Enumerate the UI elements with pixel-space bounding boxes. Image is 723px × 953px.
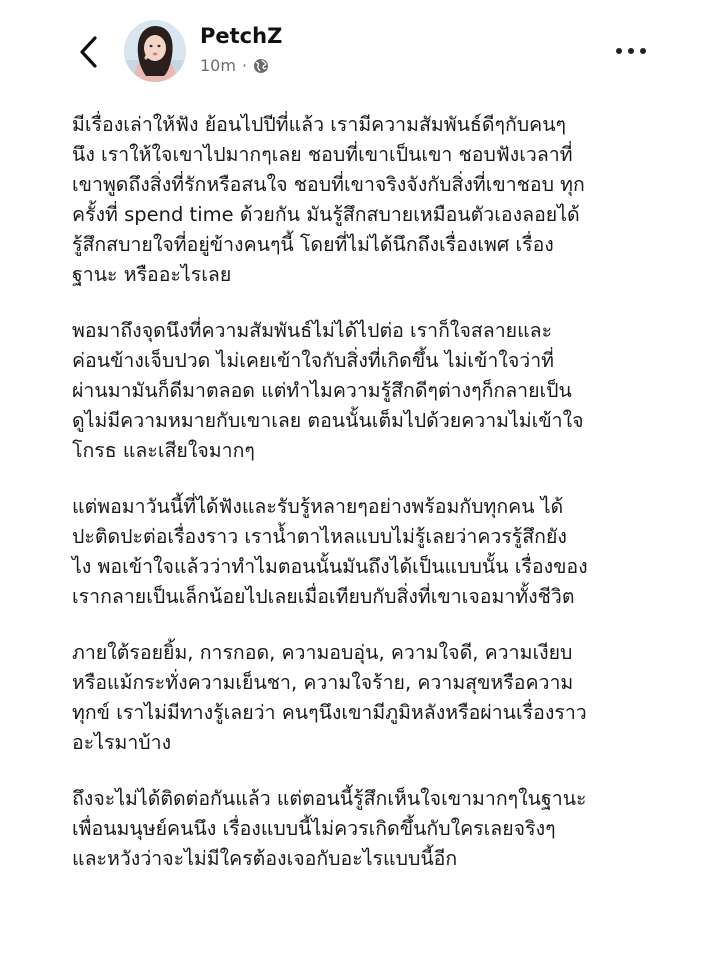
more-dot	[616, 48, 622, 54]
profile-photo-icon	[124, 20, 186, 82]
avatar[interactable]	[124, 20, 186, 82]
post-paragraph: ภายใต้รอยยิ้ม, การกอด, ความอบอุ่น, ความใจดี, ความเงียบ หรือแม้กระทั่งความเย็นชา, ความใจร้าย, ความสุขหรือความ ทุกข์ เราไม่มีทางรู้เลยว่า คนๆนึงเขามีภูมิหลังหรือผ่านเรื่องราว อะไรมาบ้าง	[72, 641, 587, 754]
globe-icon	[253, 58, 269, 74]
more-options-button[interactable]	[608, 36, 654, 66]
post-meta	[200, 56, 269, 75]
post-header	[0, 0, 723, 96]
post-paragraph: มีเรื่องเล่าให้ฟัง ย้อนไปปีที่แล้ว เรามีความสัมพันธ์ดีๆกับคนๆ นึง เราให้ใจเขาไปมากๆเลย ชอบที่เขาเป็นเขา ชอบฟังเวลาที่ เขาพูดถึงสิ่งที่รักหรือสนใจ ชอบที่เขาจริงจังกับสิ่งที่เขาชอบ ทุก ครั้งที่ spend time ด้วยกัน มันรู้สึกสบายเหมือนตัวเองลอยได้ รู้สึกสบายใจที่อยู่ข้างคนๆนี้ โดยที่ไม่ได้นึกถึงเรื่องเพศ เรื่อง ฐานะ หรืออะไรเลย	[72, 113, 585, 286]
more-dot	[628, 48, 634, 54]
more-dot	[640, 48, 646, 54]
back-button[interactable]	[68, 30, 108, 74]
post-body	[72, 110, 672, 900]
author-name[interactable]: PetchZ	[200, 24, 283, 48]
post-paragraph: พอมาถึงจุดนึงที่ความสัมพันธ์ไม่ได้ไปต่อ เราก็ใจสลายและ ค่อนข้างเจ็บปวด ไม่เคยเข้าใจกับสิ่งที่เกิดขึ้น ไม่เข้าใจว่าที่ ผ่านมามันก็ดีมาตลอด แต่ทำไมความรู้สึกดีๆต่างๆก็กลายเป็น ดูไม่มีความหมายกับเขาเลย ตอนนั้นเต็มไปด้วยความไม่เข้าใจ โกรธ และเสียใจมากๆ	[72, 319, 584, 462]
chevron-left-icon	[77, 35, 99, 69]
post-paragraph: แต่พอมาวันนี้ที่ได้ฟังและรับรู้หลายๆอย่างพร้อมกับทุกคน ได้ ปะติดปะต่อเรื่องราว เราน้ำตาไหลแบบไม่รู้เลยว่าควรรู้สึกยัง ไง พอเข้าใจแล้วว่าทำไมตอนนั้นมันถึงได้เป็นแบบนั้น เรื่องของ เรากลายเป็นเล็กน้อยไปเลยเมื่อเทียบกับสิ่งที่เขาเจอมาทั้งชีวิต	[72, 495, 588, 608]
post-timestamp[interactable]: 10m	[200, 56, 236, 75]
post-paragraph: ถึงจะไม่ได้ติดต่อกันแล้ว แต่ตอนนี้รู้สึกเห็นใจเขามากๆในฐานะ เพื่อนมนุษย์คนนึง เรื่องแบบนี้ไม่ควรเกิดขึ้นกับใครเลยจริงๆ และหวังว่าจะไม่มีใครต้องเจอกับอะไรแบบนี้อีก	[72, 787, 587, 870]
meta-separator: ·	[241, 56, 248, 75]
